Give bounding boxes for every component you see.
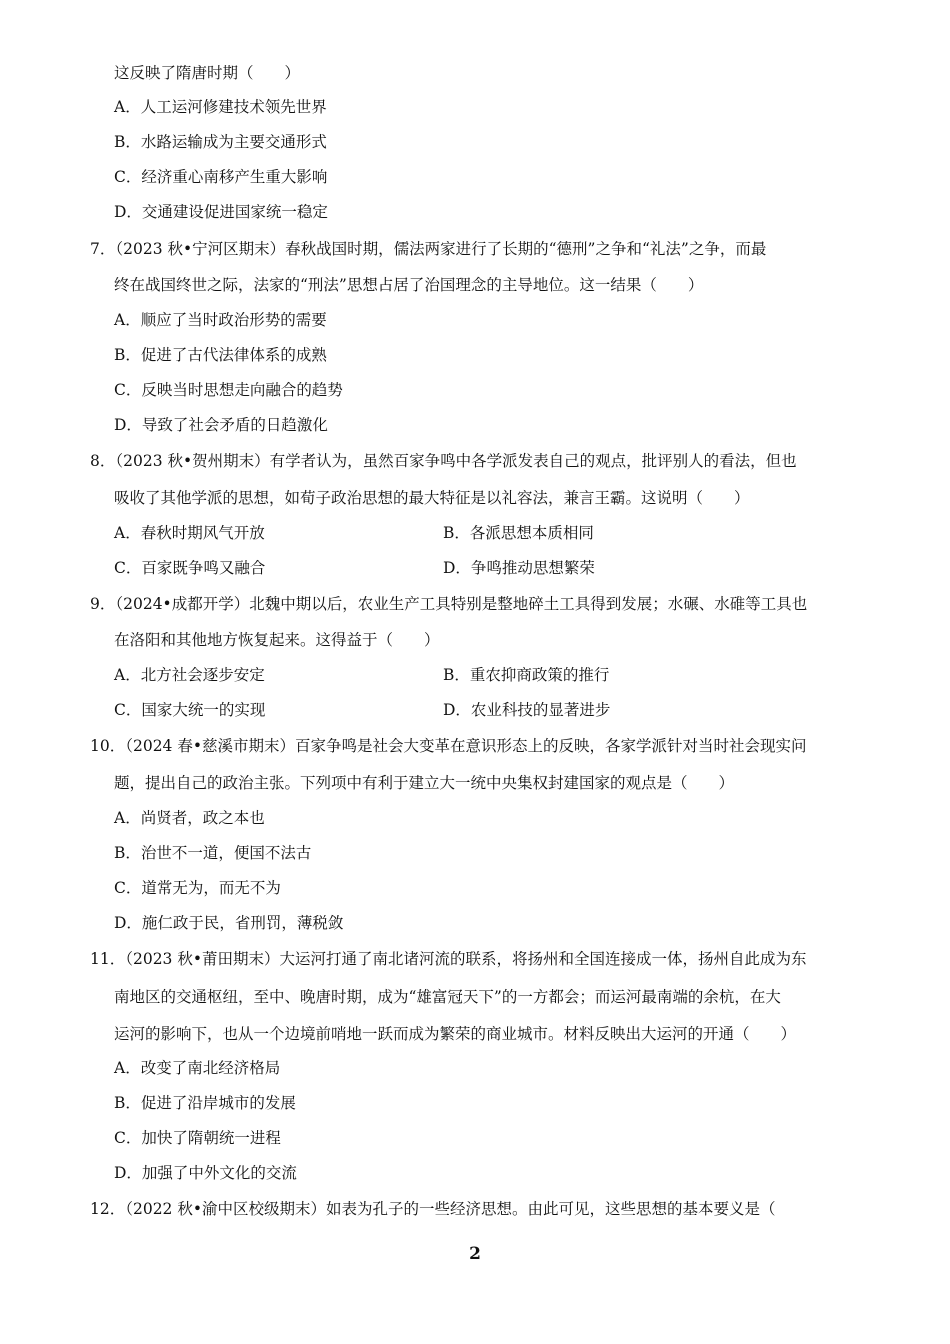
q11-option-c: C．加快了隋朝统一进程 [114,1129,281,1147]
q10-stem-line2: 题，提出自己的政治主张。下列项中有利于建立大一统中央集权封建国家的观点是（ ） [114,774,735,792]
q9-stem-line1: 9．（2024•成都开学）北魏中期以后，农业生产工具特别是整地碎土工具得到发展；水碾、水碓等工具也 [90,595,808,613]
q7-stem-line2: 终在战国终世之际，法家的“刑法”思想占居了治国理念的主导地位。这一结果（ ） [114,276,704,294]
q6-stem-tail: 这反映了隋唐时期（ ） [114,64,301,82]
q11-option-d: D．加强了中外文化的交流 [114,1164,297,1182]
q9-stem-line2: 在洛阳和其他地方恢复起来。这得益于（ ） [114,631,440,649]
q11-stem-line1: 11．（2023 秋•莆田期末）大运河打通了南北诸河流的联系，将扬州和全国连接成一体，扬州自此成为东 [90,950,807,968]
q12-stem-line1: 12．（2022 秋•渝中区校级期末）如表为孔子的一些经济思想。由此可见，这些思想的基本要义是（ [90,1200,776,1218]
q7-option-b: B．促进了古代法律体系的成熟 [114,346,327,364]
q8-option-a: A．春秋时期风气开放 [114,524,265,542]
q9-option-b: B．重农抑商政策的推行 [443,666,610,684]
q6-option-b: B．水路运输成为主要交通形式 [114,133,327,151]
q6-option-c: C．经济重心南移产生重大影响 [114,168,328,186]
q6-option-a: A．人工运河修建技术领先世界 [114,98,327,116]
page-number: 2 [469,1244,481,1264]
q11-option-a: A．改变了南北经济格局 [114,1059,281,1077]
q11-stem-line3: 运河的影响下，也从一个边境前哨地一跃而成为繁荣的商业城市。材料反映出大运河的开通（ ） [114,1025,797,1043]
q9-option-d: D．农业科技的显著进步 [443,701,611,719]
q7-stem-line1: 7．（2023 秋•宁河区期末）春秋战国时期，儒法两家进行了长期的“德刑”之争和“礼法”之争，而最 [90,240,767,258]
q8-option-b: B．各派思想本质相同 [443,524,594,542]
q10-stem-line1: 10．（2024 春•慈溪市期末）百家争鸣是社会大变革在意识形态上的反映，各家学派针对当时社会现实问 [90,737,807,755]
q11-option-b: B．促进了沿岸城市的发展 [114,1094,296,1112]
q9-option-c: C．国家大统一的实现 [114,701,266,719]
q10-option-b: B．治世不一道，便国不法古 [114,844,312,862]
q8-option-c: C．百家既争鸣又融合 [114,559,266,577]
q8-stem-line1: 8．（2023 秋•贺州期末）有学者认为，虽然百家争鸣中各学派发表自己的观点，批评别人的看法，但也 [90,452,797,470]
q8-option-d: D．争鸣推动思想繁荣 [443,559,595,577]
q11-stem-line2: 南地区的交通枢纽，至中、晚唐时期，成为“雄富冠天下”的一方都会；而运河最南端的余杭，在大 [114,988,781,1006]
q9-option-a: A．北方社会逐步安定 [114,666,265,684]
q7-option-c: C．反映当时思想走向融合的趋势 [114,381,343,399]
q10-option-d: D．施仁政于民，省刑罚，薄税敛 [114,914,344,932]
q8-stem-line2: 吸收了其他学派的思想，如荀子政治思想的最大特征是以礼容法，兼言王霸。这说明（ ） [114,489,750,507]
q7-option-d: D．导致了社会矛盾的日趋激化 [114,416,328,434]
q10-option-a: A．尚贤者，政之本也 [114,809,265,827]
q6-option-d: D．交通建设促进国家统一稳定 [114,203,328,221]
q10-option-c: C．道常无为，而无不为 [114,879,281,897]
q7-option-a: A．顺应了当时政治形势的需要 [114,311,327,329]
